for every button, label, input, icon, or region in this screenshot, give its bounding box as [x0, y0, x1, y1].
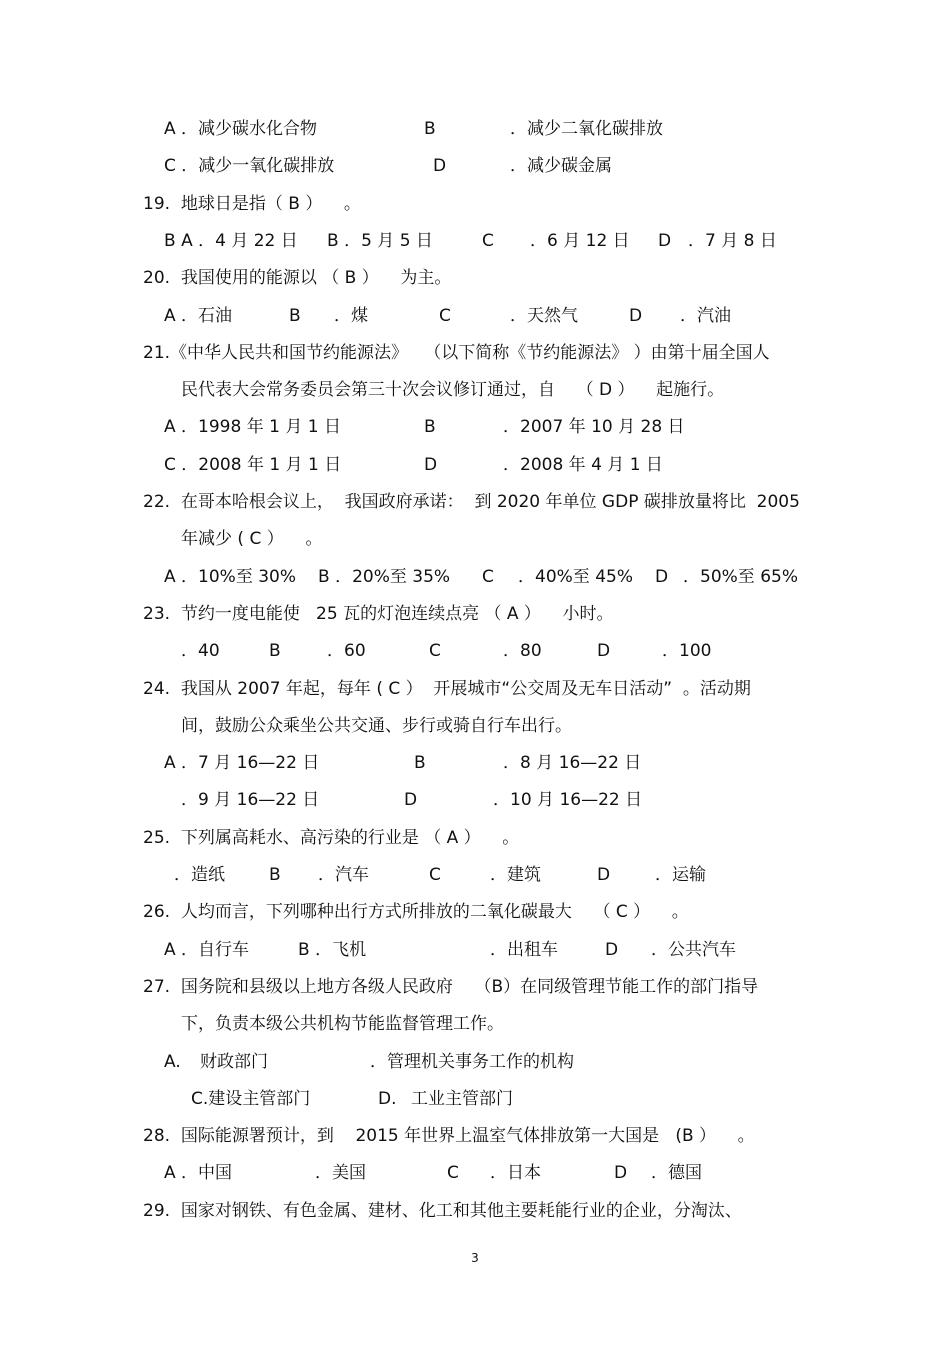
text-line-13-part-4: ．40%至 45% — [518, 567, 633, 587]
text-line-19-part-2: D — [404, 790, 418, 810]
text-line-21-part-4: C — [429, 865, 441, 885]
text-line-26-part-3: ．管理机关事务工作的机构 — [370, 1052, 574, 1072]
text-line-6-part-3: ．煤 — [334, 306, 368, 326]
text-line-4-part-6: ．7 月 8 日 — [688, 231, 777, 251]
text-line-18-part-2: B — [414, 753, 426, 773]
text-line-13-part-5: D — [655, 567, 669, 587]
text-line-15-part-4: C — [429, 641, 441, 661]
text-line-19-part-1: ．9 月 16—22 日 — [181, 790, 320, 810]
text-line-27-part-1: C.建设主管部门 — [191, 1089, 311, 1109]
text-line-21-part-7: ．运输 — [655, 865, 706, 885]
text-line-4-part-2: B ．5 月 5 日 — [327, 231, 433, 251]
text-line-24-part-1: 27. 国务院和县级以上地方各级人民政府 （B）在同级管理节能工作的部门指导 — [143, 977, 759, 997]
text-line-29-part-1: A ．中国 — [164, 1163, 233, 1183]
text-line-13-part-3: C — [482, 567, 494, 587]
text-line-6-part-6: D — [629, 306, 643, 326]
text-line-6-part-4: C — [439, 306, 451, 326]
text-line-6-part-5: ．天然气 — [510, 306, 578, 326]
text-line-9-part-2: B — [424, 417, 436, 437]
text-line-9-part-3: ．2007 年 10 月 28 日 — [503, 417, 685, 437]
text-line-4-part-3: C — [482, 231, 494, 251]
text-line-29-part-5: D — [614, 1163, 628, 1183]
text-line-19-part-3: ．10 月 16—22 日 — [493, 790, 643, 810]
text-line-18-part-1: A ．7 月 16—22 日 — [164, 753, 320, 773]
text-line-7-part-1: 21.《中华人民共和国节约能源法》 （以下简称《节约能源法》 ）由第十届全国人 — [143, 343, 770, 363]
text-line-15-part-3: ．60 — [327, 641, 366, 661]
text-line-13-part-2: B ．20%至 35% — [318, 567, 451, 587]
text-line-10-part-3: ．2008 年 4 月 1 日 — [503, 455, 663, 475]
text-line-15-part-1: ．40 — [181, 641, 220, 661]
text-line-1-part-2: B — [424, 119, 436, 139]
text-line-21-part-6: D — [597, 865, 611, 885]
text-line-23-part-5: ．公共汽车 — [651, 940, 736, 960]
text-line-21-part-2: B — [269, 865, 281, 885]
text-line-28-part-1: 28. 国际能源署预计，到 2015 年世界上温室气体排放第一大国是 (B ） 。 — [143, 1126, 755, 1146]
text-line-27-part-3: 工业主管部门 — [411, 1089, 513, 1109]
text-line-1-part-1: A ．减少碳水化合物 — [164, 119, 318, 139]
text-line-4-part-5: D — [658, 231, 672, 251]
text-line-6-part-7: ．汽油 — [680, 306, 731, 326]
text-line-16-part-1: 24. 我国从 2007 年起，每年 ( C ） 开展城市“公交周及无车日活动” 。活动期 — [143, 679, 751, 699]
text-line-4-part-1: B A ．4 月 22 日 — [164, 231, 298, 251]
text-line-22-part-1: 26. 人均而言，下列哪种出行方式所排放的二氧化碳最大 （ C ） 。 — [143, 902, 689, 922]
text-line-10-part-1: C ．2008 年 1 月 1 日 — [164, 455, 342, 475]
text-line-21-part-5: ．建筑 — [490, 865, 541, 885]
text-line-27-part-2: D. — [378, 1089, 397, 1109]
text-line-15-part-7: ．100 — [662, 641, 712, 661]
text-line-12-part-1: 年减少 ( C ） 。 — [181, 529, 323, 549]
text-line-15-part-2: B — [269, 641, 281, 661]
text-line-15-part-5: ．80 — [503, 641, 542, 661]
text-line-29-part-3: C — [447, 1163, 459, 1183]
text-line-15-part-6: D — [597, 641, 611, 661]
text-line-2-part-1: C ．减少一氧化碳排放 — [164, 156, 335, 176]
text-line-2-part-3: ．减少碳金属 — [510, 156, 612, 176]
text-line-23-part-4: D — [605, 940, 619, 960]
text-line-30-part-1: 29. 国家对钢铁、有色金属、建材、化工和其他主要耗能行业的企业，分淘汰、 — [143, 1201, 742, 1221]
text-line-1-part-3: ．减少二氧化碳排放 — [510, 119, 663, 139]
text-line-21-part-1: ．造纸 — [174, 865, 225, 885]
text-line-3-part-1: 19. 地球日是指（ B ） 。 — [143, 194, 361, 214]
text-line-29-part-2: ．美国 — [315, 1163, 366, 1183]
text-line-26-part-2: 财政部门 — [200, 1052, 268, 1072]
text-line-14-part-1: 23. 节约一度电能使 25 瓦的灯泡连续点亮 （ A ） 小时。 — [143, 604, 614, 624]
text-line-29-part-6: ．德国 — [651, 1163, 702, 1183]
text-line-17-part-1: 间，鼓励公众乘坐公共交通、步行或骑自行车出行。 — [181, 716, 572, 736]
text-line-9-part-1: A ．1998 年 1 月 1 日 — [164, 417, 341, 437]
text-line-20-part-1: 25. 下列属高耗水、高污染的行业是 （ A ） 。 — [143, 828, 520, 848]
text-line-23-part-2: B ．飞机 — [298, 940, 367, 960]
text-line-8-part-1: 民代表大会常务委员会第三十次会议修订通过，自 （ D ） 起施行。 — [181, 380, 725, 400]
text-line-13-part-6: ．50%至 65% — [683, 567, 798, 587]
text-line-5-part-1: 20. 我国使用的能源以 （ B ） 为主。 — [143, 268, 452, 288]
text-line-6-part-1: A ．石油 — [164, 306, 233, 326]
text-line-25-part-1: 下，负责本级公共机构节能监督管理工作。 — [181, 1014, 504, 1034]
text-line-26-part-1: A. — [164, 1052, 181, 1072]
text-line-10-part-2: D — [424, 455, 438, 475]
text-line-29-part-4: ．日本 — [490, 1163, 541, 1183]
text-line-21-part-3: ．汽车 — [318, 865, 369, 885]
text-line-6-part-2: B — [289, 306, 301, 326]
text-line-2-part-2: D — [433, 156, 447, 176]
text-line-4-part-4: ．6 月 12 日 — [530, 231, 630, 251]
text-line-18-part-3: ．8 月 16—22 日 — [503, 753, 642, 773]
text-line-23-part-1: A ．自行车 — [164, 940, 250, 960]
text-line-13-part-1: A ．10%至 30% — [164, 567, 297, 587]
page-number: 3 — [471, 1251, 479, 1265]
text-line-23-part-3: ．出租车 — [490, 940, 558, 960]
text-line-11-part-1: 22. 在哥本哈根会议上， 我国政府承诺： 到 2020 年单位 GDP 碳排放量将比 2005 — [143, 492, 800, 512]
